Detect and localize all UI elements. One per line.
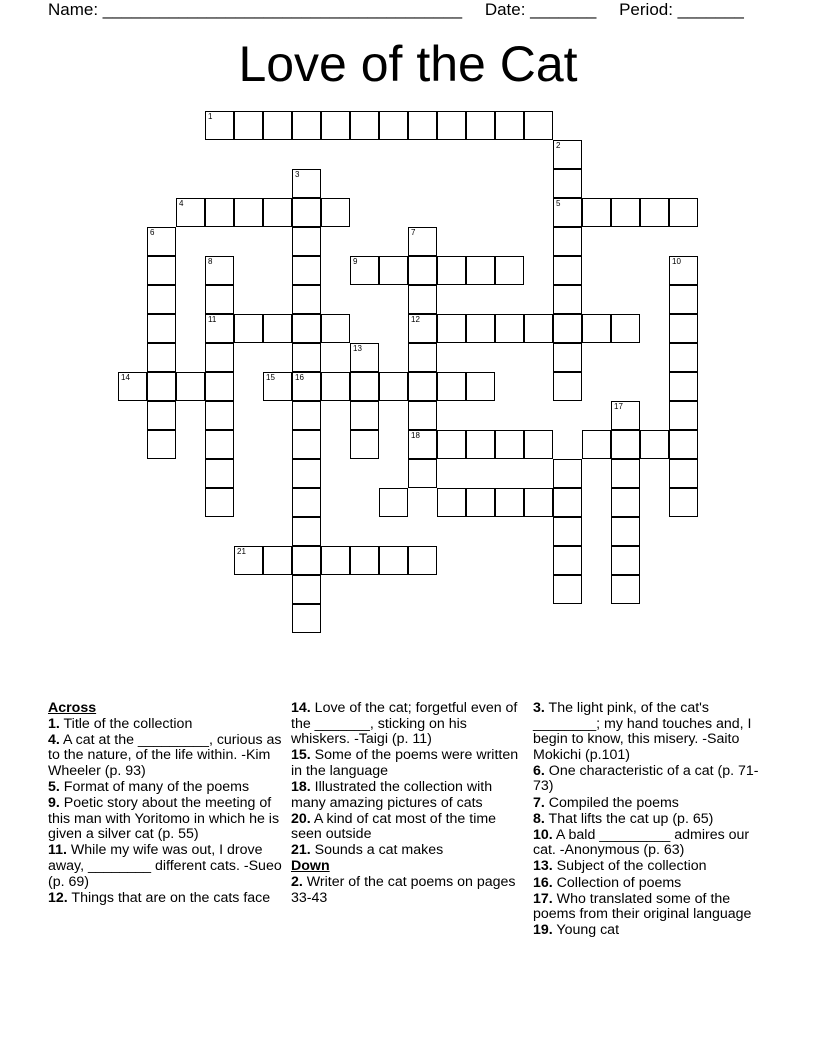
crossword-cell[interactable]	[669, 401, 698, 430]
crossword-cell[interactable]	[205, 430, 234, 459]
crossword-cell[interactable]	[553, 343, 582, 372]
clue-number: 20.	[291, 810, 311, 827]
crossword-cell[interactable]	[263, 198, 292, 227]
crossword-cell[interactable]	[466, 111, 495, 140]
clue-number-label: 8	[208, 257, 213, 266]
clue-text: Poetic story about the meeting of this man with Yoritomo in which he is given a silver cat (p. 55)	[48, 795, 280, 843]
crossword-cell[interactable]	[524, 314, 553, 343]
clue-number: 2.	[291, 874, 303, 891]
crossword-cell[interactable]	[553, 546, 582, 575]
crossword-cell[interactable]	[466, 488, 495, 517]
crossword-cell[interactable]	[582, 314, 611, 343]
clue-number: 11.	[48, 842, 67, 859]
crossword-cell[interactable]	[408, 401, 437, 430]
crossword-cell[interactable]	[582, 430, 611, 459]
crossword-cell[interactable]	[553, 488, 582, 517]
crossword-cell[interactable]	[640, 198, 669, 227]
crossword-cell[interactable]	[408, 343, 437, 372]
crossword-cell[interactable]	[292, 372, 321, 401]
crossword-cell[interactable]	[147, 285, 176, 314]
crossword-cell[interactable]	[495, 488, 524, 517]
clue-text: The light pink, of the cat's ________; my hand touches and, I begin to know, this misery. -Saito Mokichi (p.101)	[533, 700, 752, 763]
crossword-cell[interactable]	[118, 372, 147, 401]
clue-number-label: 3	[295, 170, 300, 179]
clue-number-label: 21	[237, 547, 246, 556]
clue-number: 10.	[533, 826, 553, 843]
clue-number-label: 17	[614, 402, 623, 411]
crossword-cell[interactable]	[234, 546, 263, 575]
crossword-cell[interactable]	[205, 314, 234, 343]
clue-number-label: 10	[672, 257, 681, 266]
crossword-cell[interactable]	[495, 111, 524, 140]
crossword-cell[interactable]	[553, 459, 582, 488]
crossword-cell[interactable]	[379, 111, 408, 140]
crossword-cell[interactable]	[321, 546, 350, 575]
crossword-cell[interactable]	[350, 546, 379, 575]
clue-number-label: 4	[179, 199, 184, 208]
crossword-cell[interactable]	[611, 401, 640, 430]
crossword-cell[interactable]	[611, 517, 640, 546]
crossword-cell[interactable]	[147, 343, 176, 372]
clue-item	[533, 812, 773, 828]
clue-item	[48, 717, 284, 733]
crossword-cell[interactable]	[553, 169, 582, 198]
clue-number-label: 15	[266, 373, 275, 382]
clue-text: Illustrated the collection with many amazing pictures of cats	[291, 778, 493, 811]
crossword-cell[interactable]	[350, 430, 379, 459]
crossword-cell[interactable]	[437, 372, 466, 401]
clue-item	[291, 843, 525, 859]
crossword-cell[interactable]	[350, 256, 379, 285]
crossword-cell[interactable]	[408, 546, 437, 575]
clue-number: 21.	[291, 842, 311, 859]
crossword-cell[interactable]	[408, 314, 437, 343]
clue-item	[48, 843, 284, 890]
crossword-cell[interactable]	[669, 285, 698, 314]
crossword-cell[interactable]	[466, 256, 495, 285]
crossword-cell[interactable]	[669, 488, 698, 517]
clue-item	[291, 875, 525, 906]
clue-text: Collection of poems	[552, 874, 682, 891]
crossword-cell[interactable]	[379, 546, 408, 575]
clue-number: 18.	[291, 778, 311, 795]
crossword-cell[interactable]	[437, 314, 466, 343]
crossword-cell[interactable]	[234, 111, 263, 140]
clue-text: One characteristic of a cat (p. 71-73)	[533, 762, 759, 795]
crossword-cell[interactable]	[292, 285, 321, 314]
crossword-cell[interactable]	[553, 517, 582, 546]
crossword-cell[interactable]	[611, 430, 640, 459]
clue-item	[291, 748, 525, 779]
clue-number: 3.	[533, 700, 545, 716]
crossword-cell[interactable]	[408, 111, 437, 140]
crossword-cell[interactable]	[321, 314, 350, 343]
crossword-cell[interactable]	[147, 227, 176, 256]
crossword-cell[interactable]	[669, 314, 698, 343]
clue-number: 19.	[533, 922, 553, 939]
crossword-cell[interactable]	[205, 343, 234, 372]
clue-number: 8.	[533, 810, 545, 827]
clue-item	[533, 796, 773, 812]
crossword-cell[interactable]	[669, 198, 698, 227]
down-heading: Down	[291, 858, 330, 875]
clue-number-label: 1	[208, 112, 213, 121]
clue-number: 6.	[533, 762, 545, 779]
clue-number-label: 11	[208, 315, 217, 324]
crossword-cell[interactable]	[669, 430, 698, 459]
date-field-label: Date: _______	[484, 0, 597, 19]
crossword-cell[interactable]	[234, 198, 263, 227]
clue-item	[48, 733, 284, 780]
clue-number: 7.	[533, 794, 545, 811]
clue-item	[533, 876, 773, 892]
crossword-cell[interactable]	[205, 256, 234, 285]
crossword-cell[interactable]	[669, 343, 698, 372]
crossword-cell[interactable]	[611, 575, 640, 604]
clue-text: A kind of cat most of the time seen outside	[291, 810, 497, 843]
clue-column-2	[291, 701, 525, 907]
clue-item	[533, 859, 773, 875]
clue-item	[533, 923, 773, 939]
clue-number: 17.	[533, 890, 553, 907]
crossword-cell[interactable]	[553, 198, 582, 227]
crossword-cell[interactable]	[408, 430, 437, 459]
crossword-cell[interactable]	[205, 459, 234, 488]
crossword-cell[interactable]	[524, 488, 553, 517]
crossword-cell[interactable]	[292, 169, 321, 198]
crossword-cell[interactable]	[350, 401, 379, 430]
clue-number-label: 18	[411, 431, 420, 440]
crossword-cell[interactable]	[263, 111, 292, 140]
clue-text: Subject of the collection	[552, 858, 707, 875]
crossword-cell[interactable]	[524, 430, 553, 459]
clue-item	[291, 812, 525, 843]
crossword-cell[interactable]	[669, 372, 698, 401]
crossword-cell[interactable]	[640, 430, 669, 459]
crossword-cell[interactable]	[205, 488, 234, 517]
crossword-cell[interactable]	[292, 488, 321, 517]
crossword-cell[interactable]	[292, 604, 321, 633]
crossword-cell[interactable]	[292, 111, 321, 140]
clue-text: Who translated some of the poems from their original language	[533, 890, 752, 923]
name-field-label: Name: ______________________________________	[48, 0, 463, 19]
period-field-label: Period: _______	[619, 0, 744, 19]
clue-number-label: 12	[411, 315, 420, 324]
clue-text: Things that are on the cats face	[67, 889, 271, 906]
clue-item	[533, 764, 773, 795]
crossword-cell[interactable]	[408, 256, 437, 285]
across-heading: Across	[48, 700, 97, 716]
crossword-cell[interactable]	[147, 430, 176, 459]
clue-number: 16.	[533, 874, 553, 891]
clue-number-label: 13	[353, 344, 362, 353]
crossword-cell[interactable]	[292, 546, 321, 575]
crossword-cell[interactable]	[321, 198, 350, 227]
clue-column-1	[48, 701, 284, 907]
crossword-cell[interactable]	[495, 256, 524, 285]
crossword-cell[interactable]	[234, 314, 263, 343]
crossword-cell[interactable]	[611, 314, 640, 343]
clue-text: A cat at the _________, curious as to the nature, of the life within. -Kim Wheeler (p. 93)	[48, 731, 282, 779]
crossword-cell[interactable]	[205, 372, 234, 401]
crossword-cell[interactable]	[176, 372, 205, 401]
crossword-cell[interactable]	[582, 198, 611, 227]
clue-item	[291, 780, 525, 811]
page-title: Love of the Cat	[238, 36, 578, 92]
crossword-cell[interactable]	[669, 459, 698, 488]
crossword-cell[interactable]	[263, 314, 292, 343]
crossword-cell[interactable]	[147, 256, 176, 285]
clue-item	[48, 891, 284, 907]
crossword-cell[interactable]	[466, 430, 495, 459]
clue-number: 9.	[48, 795, 60, 812]
crossword-cell[interactable]	[292, 401, 321, 430]
clue-item	[533, 892, 773, 923]
crossword-cell[interactable]	[408, 227, 437, 256]
crossword-cell[interactable]	[437, 111, 466, 140]
clue-number: 14.	[291, 700, 311, 716]
clue-text: Format of many of the poems	[59, 778, 250, 795]
crossword-cell[interactable]	[205, 198, 234, 227]
crossword-cell[interactable]	[553, 575, 582, 604]
clue-text: Sounds a cat makes	[310, 842, 444, 859]
crossword-cell[interactable]	[408, 285, 437, 314]
crossword-cell[interactable]	[495, 430, 524, 459]
clue-number-label: 5	[556, 199, 561, 208]
crossword-cell[interactable]	[147, 314, 176, 343]
clue-number: 13.	[533, 858, 553, 875]
crossword-cell[interactable]	[408, 459, 437, 488]
crossword-cell[interactable]	[176, 198, 205, 227]
crossword-cell[interactable]	[524, 111, 553, 140]
crossword-cell[interactable]	[292, 575, 321, 604]
crossword-cell[interactable]	[321, 111, 350, 140]
clue-number-label: 16	[295, 373, 304, 382]
clue-number-label: 6	[150, 228, 155, 237]
clue-text: Young cat	[552, 922, 620, 939]
crossword-cell[interactable]	[611, 546, 640, 575]
crossword-cell[interactable]	[263, 546, 292, 575]
clue-text: Love of the cat; forgetful even of the _______, sticking on his whiskers. -Taigi (p. 11)	[291, 700, 518, 748]
crossword-cell[interactable]	[379, 256, 408, 285]
crossword-cell[interactable]	[553, 140, 582, 169]
clue-text: While my wife was out, I drove away, ________ different cats. -Sueo (p. 69)	[48, 842, 282, 890]
crossword-cell[interactable]	[350, 111, 379, 140]
clue-number: 4.	[48, 731, 60, 748]
clue-number-label: 7	[411, 228, 416, 237]
clue-text: A bald _________ admires our cat. -Anonymous (p. 63)	[533, 826, 750, 859]
crossword-cell[interactable]	[147, 401, 176, 430]
clue-number-label: 14	[121, 373, 130, 382]
crossword-cell[interactable]	[292, 343, 321, 372]
crossword-cell[interactable]	[437, 256, 466, 285]
clue-number: 15.	[291, 747, 311, 764]
crossword-cell[interactable]	[553, 256, 582, 285]
crossword-cell[interactable]	[611, 198, 640, 227]
crossword-cell[interactable]	[292, 227, 321, 256]
crossword-cell[interactable]	[553, 227, 582, 256]
crossword-cell[interactable]	[553, 314, 582, 343]
crossword-cell[interactable]	[611, 459, 640, 488]
clue-number-label: 9	[353, 257, 358, 266]
crossword-cell[interactable]	[466, 314, 495, 343]
crossword-cell[interactable]	[437, 488, 466, 517]
clue-text: Writer of the cat poems on pages 33-43	[291, 874, 516, 906]
clue-item	[48, 780, 284, 796]
clue-item	[48, 796, 284, 843]
crossword-cell[interactable]	[263, 372, 292, 401]
crossword-cell[interactable]	[292, 198, 321, 227]
crossword-cell[interactable]	[205, 285, 234, 314]
crossword-cell[interactable]	[437, 430, 466, 459]
clue-text: Some of the poems were written in the language	[291, 747, 519, 779]
crossword-cell[interactable]	[553, 285, 582, 314]
clue-number-label: 2	[556, 141, 561, 150]
clue-column-3	[533, 701, 773, 939]
crossword-cell[interactable]	[147, 372, 176, 401]
clue-text: That lifts the cat up (p. 65)	[544, 810, 714, 827]
clue-item	[291, 701, 525, 748]
crossword-cell[interactable]	[379, 488, 408, 517]
crossword-cell[interactable]	[292, 517, 321, 546]
clue-text: Title of the collection	[59, 715, 193, 732]
crossword-cell[interactable]	[205, 401, 234, 430]
crossword-cell[interactable]	[321, 372, 350, 401]
crossword-cell[interactable]	[350, 343, 379, 372]
crossword-cell[interactable]	[466, 372, 495, 401]
clue-item	[533, 701, 773, 763]
crossword-cell[interactable]	[611, 488, 640, 517]
crossword-cell[interactable]	[408, 372, 437, 401]
crossword-cell[interactable]	[350, 372, 379, 401]
crossword-cell[interactable]	[553, 372, 582, 401]
clue-item	[533, 828, 773, 859]
crossword-cell[interactable]	[379, 372, 408, 401]
clue-text: Compiled the poems	[544, 794, 679, 811]
clue-number: 5.	[48, 778, 60, 795]
clue-number: 1.	[48, 715, 60, 732]
crossword-cell[interactable]	[669, 256, 698, 285]
crossword-cell[interactable]	[292, 459, 321, 488]
clue-number: 12.	[48, 889, 68, 906]
crossword-cell[interactable]	[495, 314, 524, 343]
crossword-cell[interactable]	[292, 314, 321, 343]
crossword-cell[interactable]	[205, 111, 234, 140]
crossword-cell[interactable]	[292, 256, 321, 285]
crossword-cell[interactable]	[292, 430, 321, 459]
